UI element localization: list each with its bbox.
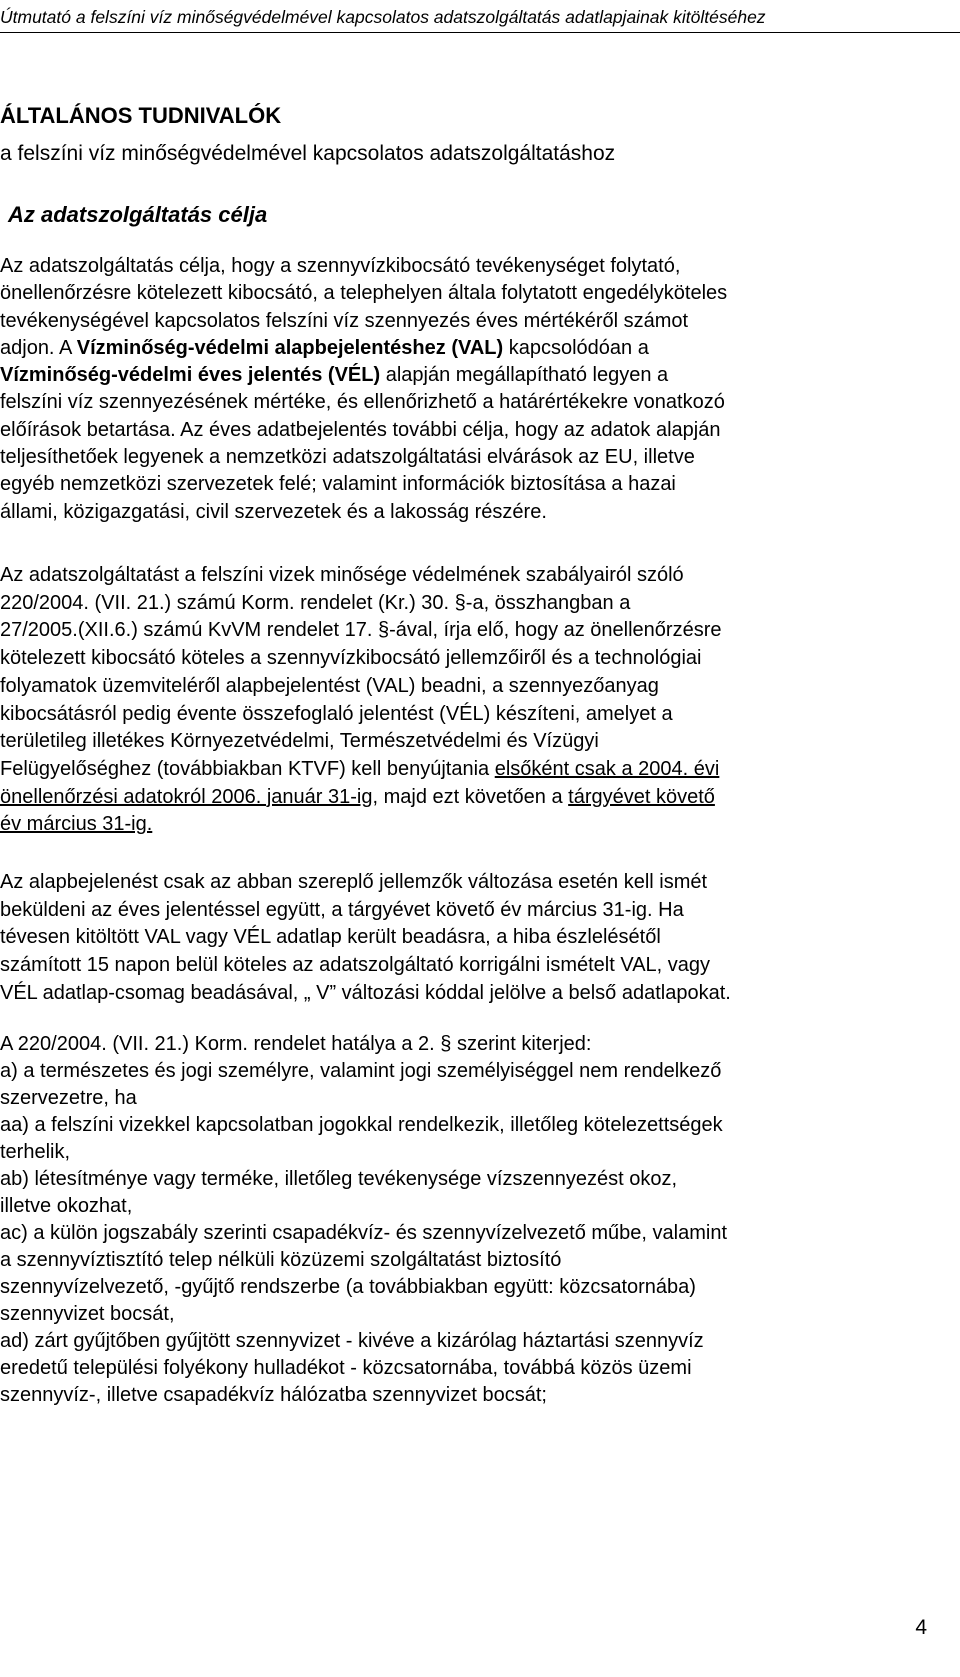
paragraph-scope (0, 1031, 958, 1409)
paragraph-line: Az adatszolgáltatás célja, hogy a szennyvízkibocsátó tevékenységet folytató, (0, 255, 681, 277)
paragraph-line (0, 756, 958, 784)
paragraph-line: kötelezett kibocsátó köteles a szennyvízkibocsátó jellemzőiről és a technológiai (0, 647, 702, 670)
paragraph-line (0, 811, 958, 839)
paragraph-line (0, 362, 958, 389)
paragraph-line (0, 335, 958, 362)
paragraph-line: VÉL adatlap-csomag beadásával, „ V” változási kóddal jelölve a belső adatlapokat. (0, 981, 731, 1004)
paragraph-line: Az adatszolgáltatást a felszíni vizek minősége védelmének szabályairól szóló (0, 564, 684, 586)
text-run: adjon. A (0, 336, 77, 359)
list-item: szennyvizet bocsát, (0, 1303, 175, 1325)
bold-term-vel: Vízminőség-védelmi éves jelentés (VÉL) (0, 364, 381, 387)
paragraph-line: folyamatok üzemviteléről alapbejelentést (VAL) beadni, a szennyezőanyag (0, 674, 659, 697)
text-run: Felügyelőséghez (továbbiakban KTVF) kell benyújtania (0, 757, 495, 780)
paragraph-line: előírások betartása. Az éves adatbejelentés további célja, hogy az adatok alapján (0, 418, 721, 441)
paragraph-line (0, 784, 958, 812)
running-header (0, 4, 960, 33)
text-run: , majd ezt követően a (372, 785, 569, 808)
bold-term-val: Vízminőség-védelmi alapbejelentéshez (VAL) (76, 336, 504, 359)
paragraph-line: számított 15 napon belül köteles az adatszolgáltató korrigálni ismételt VAL, vagy (0, 954, 711, 977)
paragraph-line: területileg illetékes Környezetvédelmi, Természetvédelmi és Vízügyi (0, 730, 599, 753)
list-item: szennyvízelvezető, -gyűjtő rendszerbe (a továbbiakban együtt: közcsatornába) (0, 1276, 696, 1298)
list-item: terhelik, (0, 1141, 71, 1163)
paragraph-line: egyéb nemzetközi szervezetek felé; valamint információk biztosítása a hazai (0, 473, 676, 496)
paragraph-line: kibocsátásról pedig évente összefoglaló jelentést (VÉL) készíteni, amelyet a (0, 702, 673, 725)
paragraph-line: A 220/2004. (VII. 21.) Korm. rendelet hatálya a 2. § szerint kiterjed: (0, 1033, 592, 1055)
paragraph-line: önellenőrzésre kötelezett kibocsátó, a telephelyen általa folytatott engedélyköteles (0, 282, 728, 305)
list-item: ac) a külön jogszabály szerinti csapadékvíz- és szennyvízelvezető műbe, valamint (0, 1222, 728, 1244)
list-item: ab) létesítménye vagy terméke, illetőleg tevékenysége vízszennyezést okoz, (0, 1168, 678, 1190)
paragraph-line: 220/2004. (VII. 21.) számú Korm. rendelet (Kr.) 30. §-a, összhangban a (0, 591, 631, 614)
underlined-deadline: év március 31-ig. (0, 813, 153, 836)
paragraph-corrections (0, 869, 958, 1008)
section-heading: Az adatszolgáltatás célja (8, 202, 268, 227)
paragraph-line: beküldeni az éves jelentéssel együtt, a tárgyévet követő év március 31-ig. Ha (0, 898, 684, 921)
list-item: eredetű települési folyékony hulladékot - közcsatornába, továbbá közös üzemi (0, 1357, 692, 1379)
list-item: aa) a felszíni vizekkel kapcsolatban jogokkal rendelkezik, illetőleg kötelezettségek (0, 1114, 723, 1136)
list-item: ad) zárt gyűjtőben gyűjtött szennyvizet - kivéve a kizárólag háztartási szennyvíz (0, 1330, 704, 1352)
list-item: szervezetre, ha (0, 1087, 137, 1109)
paragraph-line: tévesen kitöltött VAL vagy VÉL adatlap került beadásra, a hiba észlelésétől (0, 926, 661, 949)
paragraph-line: tevékenységével kapcsolatos felszíni víz szennyezés éves mértékéről számot (0, 309, 689, 332)
paragraph-purpose (0, 253, 958, 526)
underlined-deadline: tárgyévet követő (568, 785, 715, 808)
page-subtitle: a felszíni víz minőségvédelmével kapcsolatos adatszolgáltatáshoz (0, 142, 616, 165)
page-title: ÁLTALÁNOS TUDNIVALÓK (0, 103, 282, 128)
list-item: szennyvíz-, illetve csapadékvíz hálózatba szennyvizet bocsát; (0, 1384, 547, 1406)
paragraph-line: 27/2005.(XII.6.) számú KvVM rendelet 17. §-ával, írja elő, hogy az önellenőrzésre (0, 619, 722, 642)
underlined-deadline: elsőként csak a 2004. évi (494, 757, 720, 780)
text-run: alapján megállapítható legyen a (380, 364, 669, 387)
paragraph-line: Az alapbejelenést csak az abban szereplő jellemzők változása esetén kell ismét (0, 871, 708, 893)
list-item: a) a természetes és jogi személyre, valamint jogi személyiséggel nem rendelkező (0, 1060, 722, 1082)
text-run: kapcsolódóan a (503, 336, 649, 359)
paragraph-line: állami, közigazgatási, civil szervezetek és a lakosság részére. (0, 500, 547, 523)
paragraph-line: felszíni víz szennyezésének mértéke, és ellenőrizhető a határértékekre vonatkozó (0, 391, 725, 414)
paragraph-line: teljesíthetőek legyenek a nemzetközi adatszolgáltatási elvárások az EU, illetve (0, 446, 695, 469)
page-number: 4 (915, 1616, 927, 1639)
list-item: illetve okozhat, (0, 1195, 133, 1217)
underlined-deadline: önellenőrzési adatokról 2006. január 31-ig (0, 785, 373, 808)
paragraph-legal-basis (0, 562, 958, 839)
running-header-title: Útmutató a felszíni víz minőségvédelmével kapcsolatos adatszolgáltatás adatlapjainak kitöltéséhez (0, 7, 766, 27)
list-item: a szennyvíztisztító telep nélküli közüzemi szolgáltatást biztosító (0, 1249, 562, 1271)
